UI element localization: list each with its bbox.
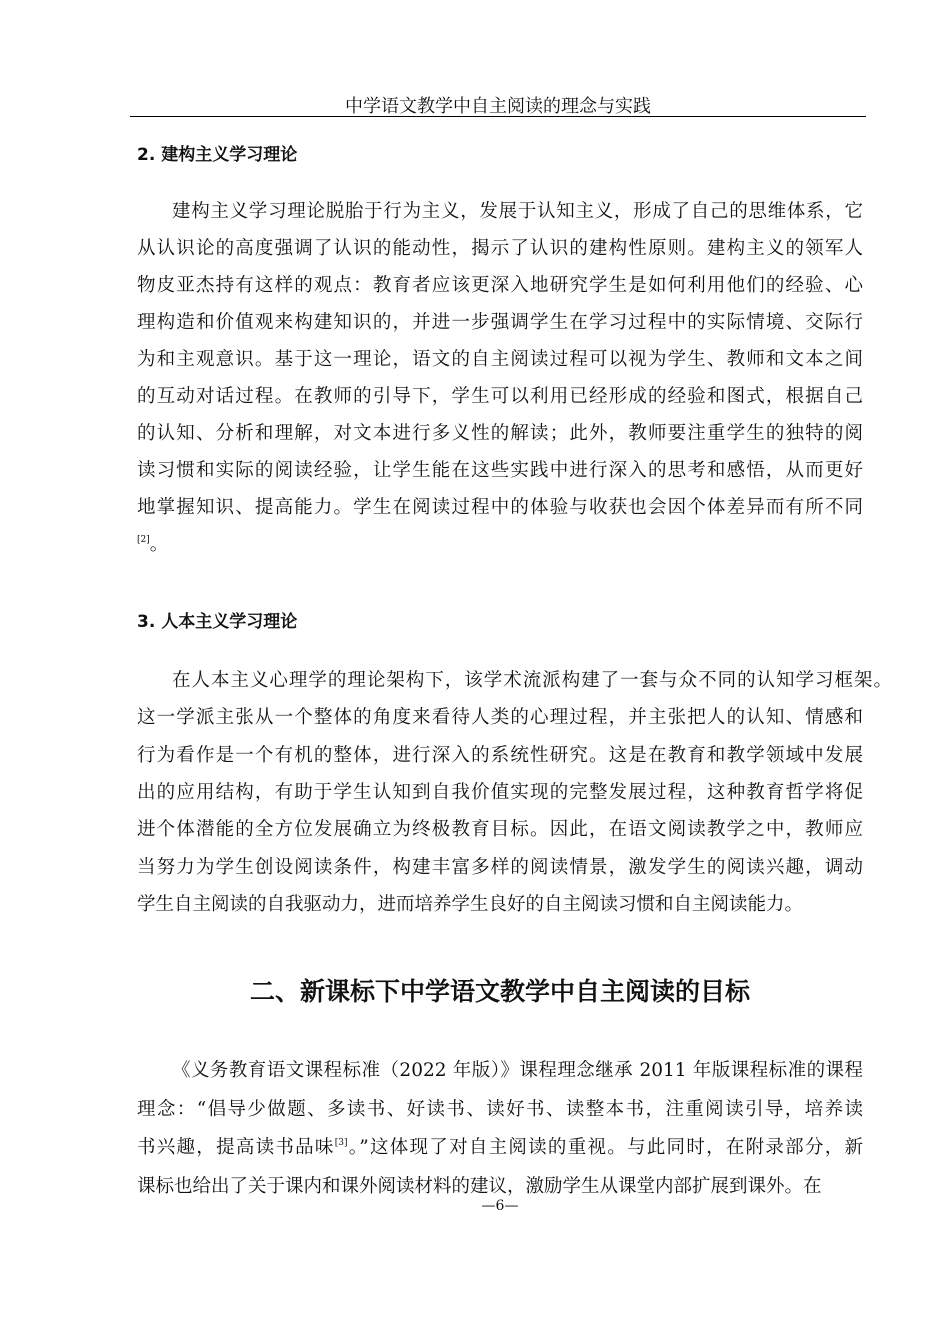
page-number: —6— — [481, 1198, 519, 1214]
text-line — [137, 493, 863, 519]
text-line — [137, 778, 863, 804]
section-heading-humanism: 3. 人本主义学习理论 — [137, 612, 298, 632]
text-line — [137, 345, 863, 371]
text-line — [137, 382, 863, 408]
text-line — [137, 271, 863, 297]
section-heading-constructivism: 2. 建构主义学习理论 — [137, 145, 298, 165]
text-segment: 学生自主阅读的自我驱动力，进而培养学生良好的自主阅读习惯和自主阅读能力。 — [137, 893, 804, 915]
text-segment: 为和主观意识。基于这一理论，语文的自主阅读过程可以视为学生、教师和文本之间 — [137, 349, 863, 370]
text-line — [172, 1056, 863, 1082]
text-segment: 《义务教育语文课程标准（2022 年版）》课程理念继承 2011 年版课程标准的课程 — [172, 1060, 863, 1081]
text-line — [137, 419, 863, 445]
text-segment: 课标也给出了关于课内和课外阅读材料的建议，激励学生从课堂内部扩展到课外。在 — [137, 1176, 822, 1198]
text-segment: 进个体潜能的全方位发展确立为终极教育目标。因此，在语文阅读教学之中，教师应 — [137, 819, 863, 841]
text-segment: 读习惯和实际的阅读经验，让学生能在这些实践中进行深入的思考和感悟，从而更好 — [137, 460, 863, 481]
text-line — [137, 703, 863, 729]
text-line — [137, 530, 863, 556]
citation-marker[interactable]: [3] — [334, 1138, 348, 1149]
text-segment: 从认识论的高度强调了认识的能动性，揭示了认识的建构性原则。建构主义的领军人 — [137, 238, 863, 259]
text-segment: 物皮亚杰持有这样的观点：教育者应该更深入地研究学生是如何利用他们的经验、心 — [137, 275, 863, 296]
text-segment: 的互动对话过程。在教师的引导下，学生可以利用已经形成的经验和图式，根据自己 — [137, 386, 863, 407]
text-line — [172, 197, 863, 223]
text-segment: 的认知、分析和理解，对文本进行多义性的解读；此外，教师要注重学生的独特的阅 — [137, 423, 863, 444]
text-segment: 在人本主义心理学的理论架构下，该学术流派构建了一套与众不同的认知学习框架。 — [172, 670, 892, 691]
text-line — [137, 234, 863, 260]
text-line — [137, 1172, 863, 1198]
text-segment: 理念：“倡导少做题、多读书、好读书、读好书、读整本书，注重阅读引导，培养读 — [137, 1098, 863, 1120]
text-segment: 地掌握知识、提高能力。学生在阅读过程中的体验与收获也会因个体差异而有所不同 — [137, 497, 863, 518]
text-line — [137, 853, 863, 879]
header-rule — [130, 116, 866, 117]
text-segment: 理构造和价值观来构建知识的，并进一步强调学生在学习过程中的实际情境、交际行 — [137, 312, 863, 333]
running-header: 中学语文教学中自主阅读的理念与实践 — [345, 96, 651, 117]
text-segment: 。 — [149, 534, 169, 555]
text-segment: 出的应用结构，有助于学生认知到自我价值实现的完整发展过程，这种教育哲学将促 — [137, 781, 863, 803]
text-line — [137, 815, 863, 841]
text-line — [137, 456, 863, 482]
text-line — [137, 890, 863, 916]
text-segment: 当努力为学生创设阅读条件，构建丰富多样的阅读情景，激发学生的阅读兴趣，调动 — [137, 856, 863, 878]
text-line — [137, 1095, 863, 1121]
text-line — [137, 741, 863, 767]
text-segment: 。”这体现了对自主阅读的重视。与此同时，在附录部分，新 — [347, 1137, 863, 1159]
text-line — [137, 1133, 863, 1159]
citation-marker[interactable]: [2] — [137, 535, 150, 545]
text-segment: 行为看作是一个有机的整体，进行深入的系统性研究。这是在教育和教学领域中发展 — [137, 744, 863, 766]
text-line — [137, 308, 863, 334]
chapter-heading: 二、新课标下中学语文教学中自主阅读的目标 — [249, 977, 750, 1006]
text-segment: 这一学派主张从一个整体的角度来看待人类的心理过程，并主张把人的认知、情感和 — [137, 707, 863, 729]
text-segment: 建构主义学习理论脱胎于行为主义，发展于认知主义，形成了自己的思维体系，它 — [172, 201, 863, 222]
text-segment: 书兴趣，提高读书品味 — [137, 1137, 335, 1159]
text-line — [172, 666, 892, 692]
